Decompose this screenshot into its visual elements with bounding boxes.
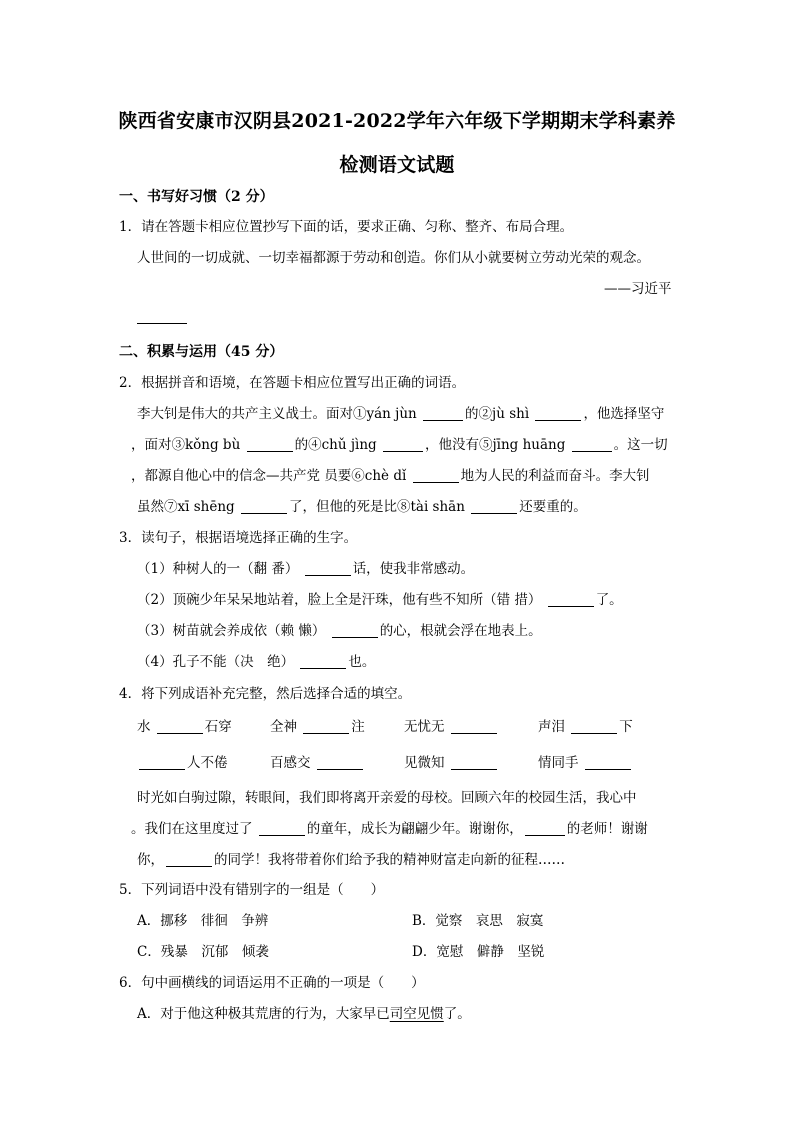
q2-text: 的④chǔ jìng xyxy=(294,437,381,453)
q1-author: ——习近平 xyxy=(604,281,672,297)
answer-blank[interactable] xyxy=(139,755,185,770)
answer-blank[interactable] xyxy=(585,755,631,770)
q2-text: 虽然⑦xī shēng xyxy=(137,499,239,515)
q4-text: 的老师！谢谢 xyxy=(566,821,648,837)
q2-text: 地为人民的利益而奋斗。李大钊 xyxy=(460,468,650,484)
q4-text: 。我们在这里度过了 xyxy=(131,821,257,837)
q2-text: ，他没有⑤jīng huāng xyxy=(424,437,570,453)
q2-para-line3 xyxy=(131,466,650,486)
q4-para-line2 xyxy=(131,819,648,839)
answer-blank[interactable] xyxy=(300,654,346,669)
exam-title-line2: 检测语文试题 xyxy=(339,154,455,176)
exam-title-line1: 陕西省安康市汉阴县2021-2022学年六年级下学期期末学科素养 xyxy=(118,110,676,132)
idiom-text: 下 xyxy=(619,719,633,735)
q6-text: 了。 xyxy=(443,1006,471,1022)
idiom-8 xyxy=(538,753,633,773)
idiom-text: 石穿 xyxy=(204,719,232,735)
answer-blank[interactable] xyxy=(305,561,351,576)
idiom-text: 百感交 xyxy=(270,755,315,771)
q2-text: 。这一切 xyxy=(613,437,668,453)
answer-blank-2[interactable] xyxy=(535,406,581,421)
answer-blank-8[interactable] xyxy=(471,499,517,514)
q2-text: ，面对③kǒng bù xyxy=(131,437,245,453)
q2-text: 了，但他的死是比⑧tài shān xyxy=(288,499,470,515)
answer-blank-4[interactable] xyxy=(383,437,423,452)
answer-blank-6[interactable] xyxy=(413,468,459,483)
answer-blank[interactable] xyxy=(571,719,617,734)
answer-blank[interactable] xyxy=(303,719,349,734)
q3-text: （3）树苗就会养成依（赖 懒） xyxy=(137,623,326,639)
idiom-4 xyxy=(538,717,633,737)
q6-stem: 6．句中画横线的词语运用不正确的一项是（ ） xyxy=(119,975,425,991)
idiom-text: 无忧无 xyxy=(404,719,449,735)
q3-stem: 3．读句子，根据语境选择正确的生字。 xyxy=(119,530,358,546)
q6-option-a[interactable] xyxy=(137,1004,471,1024)
answer-blank-1[interactable] xyxy=(423,406,463,421)
q3-text: 的心，根就会浮在地表上。 xyxy=(379,623,542,639)
idiom-7 xyxy=(404,753,499,773)
idiom-5 xyxy=(137,753,228,773)
q3-text: （1）种树人的一（翻 番） xyxy=(137,561,299,577)
q5-stem: 5．下列词语中没有错别字的一组是（ ） xyxy=(119,882,385,898)
answer-blank[interactable] xyxy=(317,755,363,770)
q4-para-line1: 时光如白驹过隙，转眼间，我们即将离开亲爱的母校。回顾六年的校园生活，我心中 xyxy=(137,790,637,806)
q4-para-line3 xyxy=(137,850,565,870)
answer-blank[interactable] xyxy=(166,852,212,867)
q4-text: 你， xyxy=(137,852,164,868)
q2-text: ，都源自他心中的信念—共产党 员要⑥chè dǐ xyxy=(131,468,411,484)
q3-item3 xyxy=(137,621,542,641)
idiom-6 xyxy=(270,753,365,773)
answer-blank[interactable] xyxy=(259,821,305,836)
q2-para-line1 xyxy=(137,404,664,424)
idiom-text: 人不倦 xyxy=(187,755,228,771)
answer-blank[interactable] xyxy=(332,623,378,638)
q3-item2 xyxy=(137,590,623,610)
q4-text: 的童年，成长为翩翩少年。谢谢你， xyxy=(306,821,523,837)
q3-item4 xyxy=(137,652,375,672)
section2-heading: 二、积累与运用（45 分） xyxy=(119,344,284,360)
q3-item1 xyxy=(137,559,474,579)
q6-text: A．对于他这种极其荒唐的行为，大家早已 xyxy=(137,1006,390,1022)
idiom-2 xyxy=(270,717,365,737)
answer-blank[interactable] xyxy=(451,719,497,734)
q3-text: 了。 xyxy=(595,592,623,608)
answer-blank[interactable] xyxy=(525,821,565,836)
q2-text: 的②jù shì xyxy=(465,406,534,422)
q5-option-c[interactable]: C．残暴 沉郁 倾袭 xyxy=(137,944,269,960)
q5-option-d[interactable]: D．宽慰 僻静 坚锐 xyxy=(412,944,545,960)
idiom-text: 声泪 xyxy=(538,719,570,735)
idiom-3 xyxy=(404,717,499,737)
q2-para-line4 xyxy=(137,497,587,517)
idiom-1 xyxy=(137,717,232,737)
idiom-text: 全神 xyxy=(270,719,302,735)
q3-text: 也。 xyxy=(348,654,376,670)
q1-writing-line xyxy=(137,323,187,324)
q4-text: 的同学！我将带着你们给予我的精神财富走向新的征程…… xyxy=(214,852,565,868)
q2-para-line2 xyxy=(131,435,668,455)
answer-blank[interactable] xyxy=(451,755,497,770)
q2-text: 还要重的。 xyxy=(519,499,587,515)
q2-text: 李大钊是伟大的共产主义战士。面对①yán jùn xyxy=(137,406,422,422)
idiom-text: 情同手 xyxy=(538,755,583,771)
answer-blank-3[interactable] xyxy=(247,437,293,452)
q5-option-b[interactable]: B．觉察 哀思 寂寞 xyxy=(412,913,544,929)
answer-blank[interactable] xyxy=(548,592,594,607)
q3-text: （4）孔子不能（决 绝） xyxy=(137,654,295,670)
answer-blank[interactable] xyxy=(157,719,203,734)
q2-text: ，他选择坚守 xyxy=(583,406,665,422)
q2-stem: 2．根据拼音和语境，在答题卡相应位置写出正确的词语。 xyxy=(119,375,466,391)
idiom-text: 注 xyxy=(351,719,365,735)
answer-blank-7[interactable] xyxy=(241,499,287,514)
q5-option-a[interactable]: A．挪移 徘徊 争辨 xyxy=(137,913,269,929)
q3-text: （2）顶碗少年呆呆地站着，脸上全是汗珠，他有些不知所（错 措） xyxy=(137,592,542,608)
answer-blank-5[interactable] xyxy=(572,437,612,452)
q3-text: 话，使我非常感动。 xyxy=(352,561,475,577)
section1-heading: 一、书写好习惯（2 分） xyxy=(119,189,274,205)
underlined-phrase: 司空见惯 xyxy=(389,1006,444,1022)
q1-stem: 1．请在答题卡相应位置抄写下面的话，要求正确、匀称、整齐、布局合理。 xyxy=(119,219,574,235)
idiom-text: 水 xyxy=(137,719,155,735)
q4-stem: 4．将下列成语补充完整，然后选择合适的填空。 xyxy=(119,686,412,702)
idiom-text: 见微知 xyxy=(404,755,449,771)
q1-quote: 人世间的一切成就、一切幸福都源于劳动和创造。你们从小就要树立劳动光荣的观念。 xyxy=(137,250,650,266)
